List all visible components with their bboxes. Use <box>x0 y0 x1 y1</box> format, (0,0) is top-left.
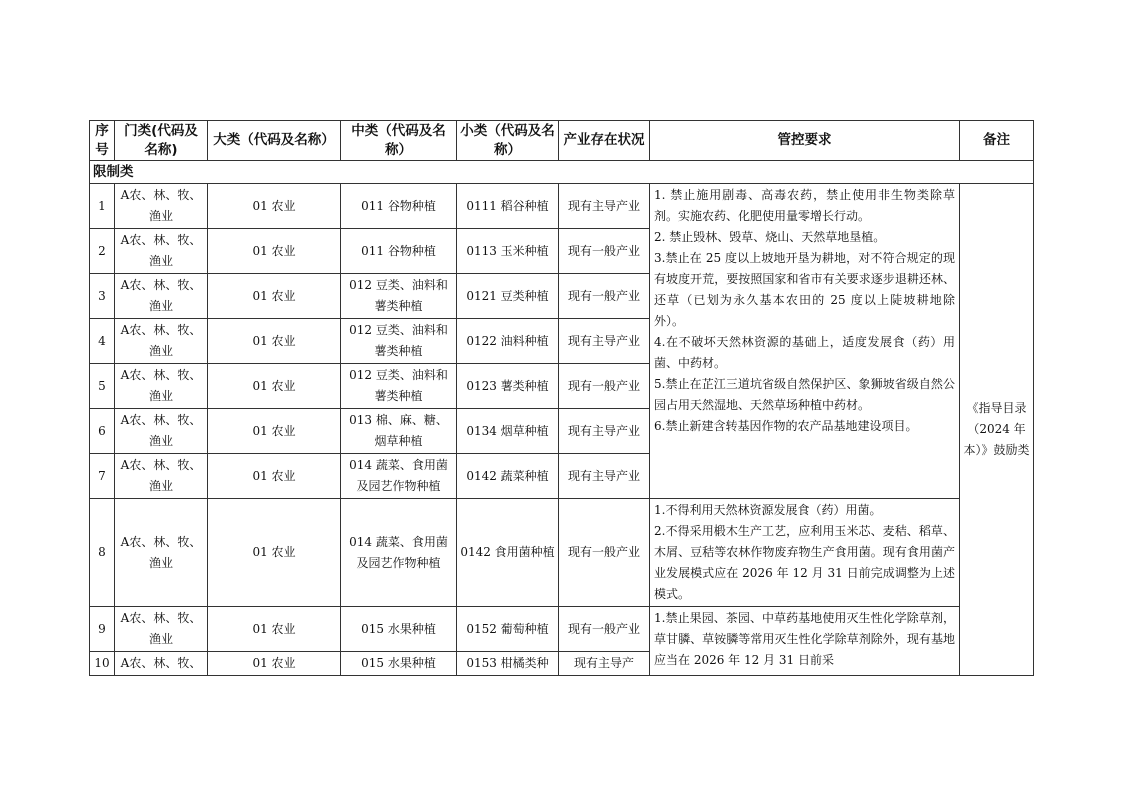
xiaolei-cell: 0113 玉米种植 <box>457 229 559 274</box>
menlei-cell: A农、林、牧、渔业 <box>115 499 208 607</box>
seq-cell: 4 <box>90 319 115 364</box>
seq-cell: 8 <box>90 499 115 607</box>
dalei-cell: 01 农业 <box>208 364 341 409</box>
seq-cell: 10 <box>90 652 115 676</box>
status-cell: 现有一般产业 <box>559 607 650 652</box>
zhonglei-cell: 014 蔬菜、食用菌及园艺作物种植 <box>341 499 457 607</box>
dalei-cell: 01 农业 <box>208 409 341 454</box>
requirements-clip <box>654 608 955 669</box>
status-cell: 现有一般产业 <box>559 229 650 274</box>
header-requirements: 管控要求 <box>650 121 960 161</box>
status-cell: 现有主导产业 <box>559 454 650 499</box>
menlei-cell: A农、林、牧、渔业 <box>115 184 208 229</box>
seq-cell: 1 <box>90 184 115 229</box>
xiaolei-cell: 0121 豆类种植 <box>457 274 559 319</box>
dalei-cell: 01 农业 <box>208 499 341 607</box>
header-xiaolei: 小类（代码及名称） <box>457 121 559 161</box>
table-row <box>90 607 1034 652</box>
menlei-cell: A农、林、牧、渔业 <box>115 274 208 319</box>
xiaolei-cell: 0153 柑橘类种 <box>457 652 559 676</box>
xiaolei-cell: 0134 烟草种植 <box>457 409 559 454</box>
status-cell: 现有一般产业 <box>559 364 650 409</box>
requirements-cell <box>650 607 960 676</box>
requirement-item: 1.不得利用天然林资源发展食（药）用菌。 <box>654 503 882 517</box>
dalei-cell: 01 农业 <box>208 274 341 319</box>
menlei-cell: A农、林、牧、渔业 <box>115 229 208 274</box>
requirement-item: 2.不得采用椴木生产工艺，应利用玉米芯、麦秸、稻草、木屑、豆秸等农林作物废弃物生产食用菌。现有食用菌产业发展模式应在 2026 年 12 月 31 日前完成调整为上述模式。 <box>654 524 955 601</box>
zhonglei-cell: 014 蔬菜、食用菌及园艺作物种植 <box>341 454 457 499</box>
menlei-cell: A农、林、牧、 <box>115 652 208 676</box>
requirement-item: 5.禁止在芷江三道坑省级自然保护区、象狮坡省级自然公园占用天然湿地、天然草场种植中药材。 <box>654 377 955 412</box>
header-dalei: 大类（代码及名称） <box>208 121 341 161</box>
xiaolei-cell: 0152 葡萄种植 <box>457 607 559 652</box>
dalei-cell: 01 农业 <box>208 319 341 364</box>
zhonglei-cell: 012 豆类、油料和薯类种植 <box>341 319 457 364</box>
dalei-cell: 01 农业 <box>208 184 341 229</box>
status-cell: 现有主导产 <box>559 652 650 676</box>
menlei-cell: A农、林、牧、渔业 <box>115 319 208 364</box>
table-row <box>90 184 1034 229</box>
menlei-cell: A农、林、牧、渔业 <box>115 607 208 652</box>
xiaolei-cell: 0111 稻谷种植 <box>457 184 559 229</box>
zhonglei-cell: 011 谷物种植 <box>341 229 457 274</box>
seq-cell: 2 <box>90 229 115 274</box>
zhonglei-cell: 012 豆类、油料和薯类种植 <box>341 364 457 409</box>
zhonglei-cell: 015 水果种植 <box>341 652 457 676</box>
header-note: 备注 <box>960 121 1034 161</box>
status-cell: 现有主导产业 <box>559 319 650 364</box>
requirement-item: 6.禁止新建含转基因作物的农产品基地建设项目。 <box>654 419 918 433</box>
xiaolei-cell: 0122 油料种植 <box>457 319 559 364</box>
requirement-item: 2. 禁止毁林、毁草、烧山、天然草地垦植。 <box>654 230 886 244</box>
requirements-cell <box>650 499 960 607</box>
requirement-item: 3.禁止在 25 度以上坡地开垦为耕地，对不符合规定的现有坡度开荒，要按照国家和省市有关要求逐步退耕还林、还草（已划为永久基本农田的 25 度以上陡坡耕地除外）。 <box>654 251 955 328</box>
seq-cell: 3 <box>90 274 115 319</box>
menlei-cell: A农、林、牧、渔业 <box>115 409 208 454</box>
header-zhonglei: 中类（代码及名称） <box>341 121 457 161</box>
seq-cell: 5 <box>90 364 115 409</box>
zhonglei-cell: 013 棉、麻、糖、烟草种植 <box>341 409 457 454</box>
note-cell: 《指导目录（2024 年本）》鼓励类 <box>960 184 1034 676</box>
requirement-item: 1.禁止果园、茶园、中草药基地使用灭生性化学除草剂，草甘膦、草铵膦等常用灭生性化学除草剂除外，现有基地应当在 2026 年 12 月 31 日前采 <box>654 611 955 667</box>
status-cell: 现有主导产业 <box>559 184 650 229</box>
header-status: 产业存在状况 <box>559 121 650 161</box>
menlei-cell: A农、林、牧、渔业 <box>115 364 208 409</box>
requirement-item: 1. 禁止施用剧毒、高毒农药，禁止使用非生物类除草剂。实施农药、化肥使用量零增长行动。 <box>654 188 955 223</box>
header-row <box>90 121 1034 161</box>
section-title: 限制类 <box>90 161 1034 184</box>
seq-cell: 9 <box>90 607 115 652</box>
xiaolei-cell: 0123 薯类种植 <box>457 364 559 409</box>
header-menlei: 门类(代码及名称) <box>115 121 208 161</box>
status-cell: 现有一般产业 <box>559 274 650 319</box>
menlei-cell: A农、林、牧、渔业 <box>115 454 208 499</box>
requirement-item: 4.在不破坏天然林资源的基础上，适度发展食（药）用菌、中药材。 <box>654 335 955 370</box>
zhonglei-cell: 015 水果种植 <box>341 607 457 652</box>
status-cell: 现有主导产业 <box>559 409 650 454</box>
restriction-table <box>89 120 1034 676</box>
status-cell: 现有一般产业 <box>559 499 650 607</box>
header-seq: 序号 <box>90 121 115 161</box>
xiaolei-cell: 0142 蔬菜种植 <box>457 454 559 499</box>
section-row <box>90 161 1034 184</box>
requirements-cell <box>650 184 960 499</box>
zhonglei-cell: 012 豆类、油料和薯类种植 <box>341 274 457 319</box>
zhonglei-cell: 011 谷物种植 <box>341 184 457 229</box>
dalei-cell: 01 农业 <box>208 229 341 274</box>
dalei-cell: 01 农业 <box>208 652 341 676</box>
table-row <box>90 499 1034 607</box>
dalei-cell: 01 农业 <box>208 454 341 499</box>
seq-cell: 7 <box>90 454 115 499</box>
xiaolei-cell: 0142 食用菌种植 <box>457 499 559 607</box>
dalei-cell: 01 农业 <box>208 607 341 652</box>
seq-cell: 6 <box>90 409 115 454</box>
